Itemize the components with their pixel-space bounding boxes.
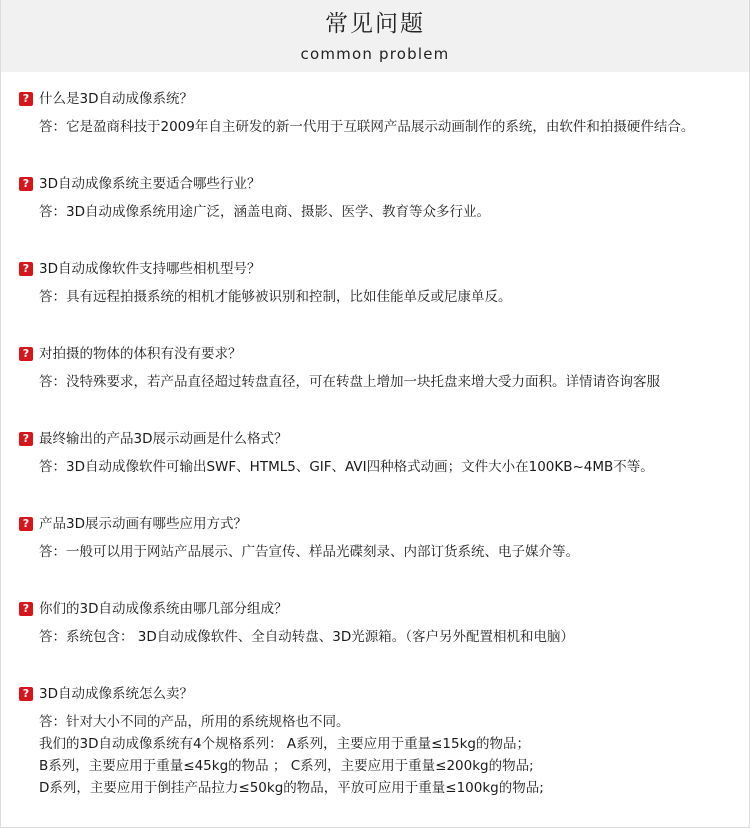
faq-answer — [19, 456, 739, 478]
question-mark-icon: ? — [19, 177, 33, 191]
faq-question-row — [19, 513, 739, 535]
page-title: 常见问题 — [325, 11, 425, 37]
faq-answer-line: 答：系统包含： 3D自动成像软件、全自动转盘、3D光源箱。（客户另外配置相机和电脑） — [39, 629, 575, 645]
faq-answer — [19, 286, 739, 308]
question-mark-icon: ? — [19, 517, 33, 531]
question-mark-icon: ? — [19, 687, 33, 701]
faq-item — [19, 343, 739, 393]
faq-answer — [19, 371, 739, 393]
faq-answer — [19, 541, 739, 563]
faq-answer-line: 我们的3D自动成像系统有4个规格系列： A系列，主要应用于重量≤15kg的物品； — [39, 736, 530, 752]
faq-question-row — [19, 173, 739, 195]
question-mark-icon: ? — [19, 602, 33, 616]
faq-question: 你们的3D自动成像系统由哪几部分组成？ — [39, 601, 288, 617]
faq-item — [19, 428, 739, 478]
faq-question-row — [19, 343, 739, 365]
faq-answer-line: 答：3D自动成像软件可输出SWF、HTML5、GIF、AVI四种格式动画；文件大小在100KB~4MB不等。 — [39, 459, 654, 475]
page-subtitle: common problem — [300, 45, 450, 63]
faq-question: 3D自动成像软件支持哪些相机型号？ — [39, 261, 261, 277]
faq-answer — [19, 201, 739, 223]
faq-answer-line: 答：它是盈商科技于2009年自主研发的新一代用于互联网产品展示动画制作的系统，由软件和拍摄硬件结合。 — [39, 119, 695, 135]
faq-question-row — [19, 598, 739, 620]
faq-answer — [19, 711, 739, 799]
faq-question: 最终输出的产品3D展示动画是什么格式？ — [39, 431, 288, 447]
faq-item — [19, 513, 739, 563]
faq-question-row — [19, 428, 739, 450]
faq-question: 对拍摄的物体的体积有没有要求？ — [39, 346, 242, 362]
faq-answer-line: 答：针对大小不同的产品，所用的系统规格也不同。 — [39, 714, 350, 730]
question-mark-icon: ? — [19, 92, 33, 106]
faq-question-row — [19, 258, 739, 280]
faq-item — [19, 173, 739, 223]
faq-question: 产品3D展示动画有哪些应用方式？ — [39, 516, 247, 532]
faq-question-row — [19, 88, 739, 110]
faq-answer-line: D系列，主要应用于倒挂产品拉力≤50kg的物品，平放可应用于重量≤100kg的物品; — [39, 780, 544, 796]
faq-item — [19, 88, 739, 138]
faq-question-row — [19, 683, 739, 705]
question-mark-icon: ? — [19, 432, 33, 446]
faq-answer — [19, 626, 739, 648]
faq-answer-line: B系列，主要应用于重量≤45kg的物品 ； C系列，主要应用于重量≤200kg的物品; — [39, 758, 534, 774]
question-mark-icon: ? — [19, 347, 33, 361]
faq-answer-line: 答：3D自动成像系统用途广泛，涵盖电商、摄影、医学、教育等众多行业。 — [39, 204, 490, 220]
faq-answer — [19, 116, 739, 138]
faq-question: 3D自动成像系统怎么卖？ — [39, 686, 193, 702]
faq-answer-line: 答：具有远程拍摄系统的相机才能够被识别和控制，比如佳能单反或尼康单反。 — [39, 289, 512, 305]
faq-answer-line: 答：没特殊要求，若产品直径超过转盘直径，可在转盘上增加一块托盘来增大受力面积。详情请咨询客服 — [39, 374, 660, 390]
faq-question: 什么是3D自动成像系统？ — [39, 91, 193, 107]
faq-item — [19, 598, 739, 648]
faq-answer-line: 答：一般可以用于网站产品展示、广告宣传、样品光碟刻录、内部订货系统、电子媒介等。 — [39, 544, 579, 560]
question-mark-icon: ? — [19, 262, 33, 276]
faq-item — [19, 683, 739, 799]
faq-question: 3D自动成像系统主要适合哪些行业？ — [39, 176, 261, 192]
faq-header — [1, 0, 749, 72]
faq-item — [19, 258, 739, 308]
